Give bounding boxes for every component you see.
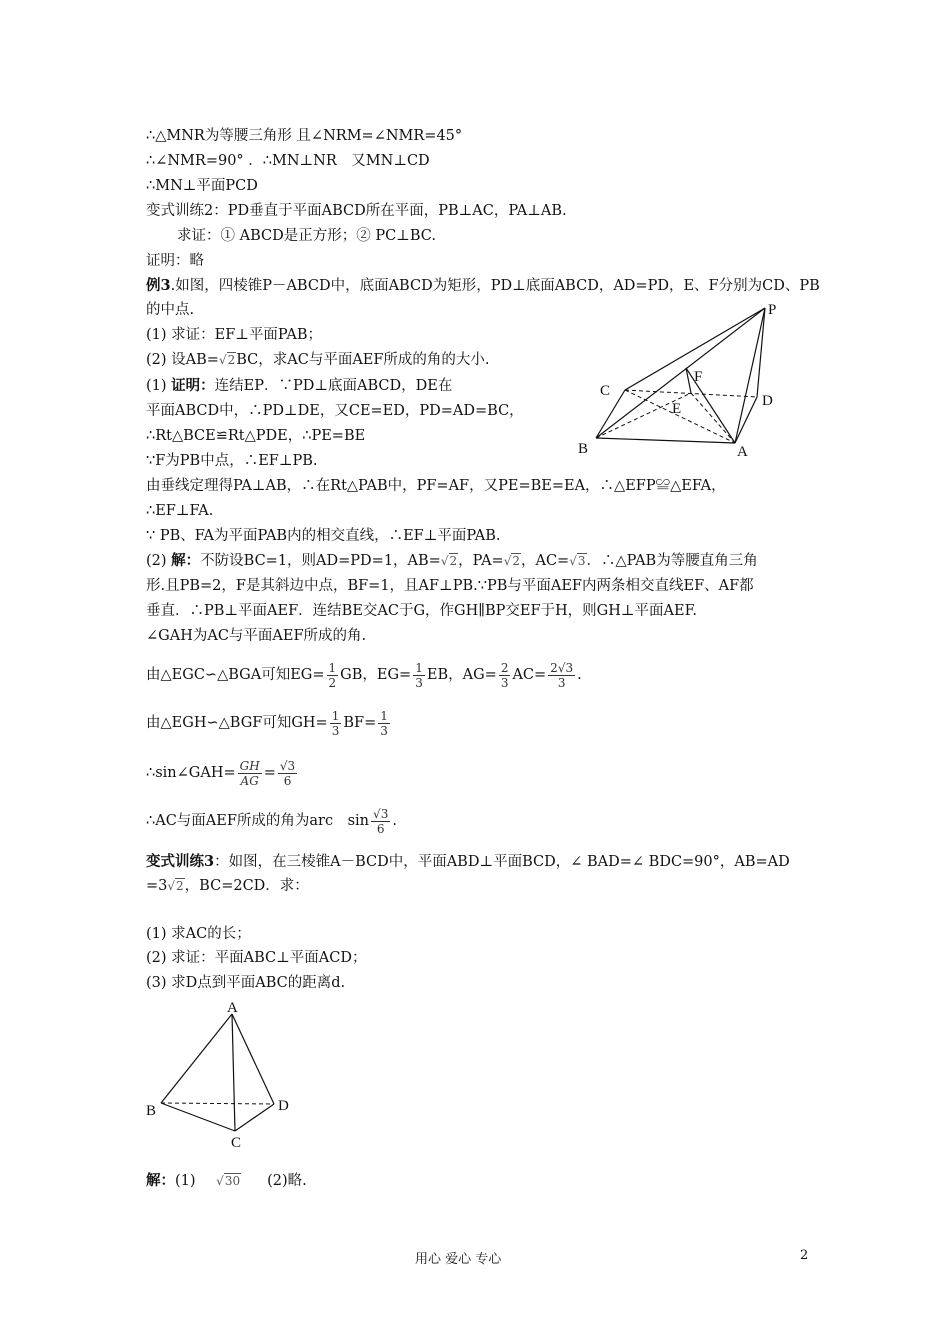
bold-label: 解： bbox=[171, 552, 201, 569]
numerator: 2√3 bbox=[550, 660, 574, 675]
numerator: 2 bbox=[500, 660, 509, 675]
vertex-label: D bbox=[278, 1098, 289, 1114]
text-line: (3) 求D点到平面ABC的距离d. bbox=[146, 975, 346, 991]
text: . bbox=[577, 667, 582, 683]
sqrt: √2 bbox=[503, 554, 520, 568]
fraction bbox=[330, 709, 342, 738]
footer-slogan: 用心 爱心 专心 bbox=[415, 1252, 502, 1267]
vertex-label: P bbox=[768, 302, 777, 318]
radicand: 3 bbox=[577, 554, 586, 568]
text-line: (1) 求AC的长； bbox=[146, 926, 251, 942]
sqrt: √2 bbox=[440, 554, 458, 568]
page-number: 2 bbox=[800, 1248, 809, 1263]
bold-label: 解： bbox=[146, 1172, 175, 1189]
text: (1) bbox=[175, 1173, 196, 1189]
sqrt: √2 bbox=[218, 353, 236, 367]
text-line: ∴△MNR为等腰三角形 且∠NRM=∠NMR=45° bbox=[146, 128, 463, 144]
text: ，PA= bbox=[458, 553, 504, 569]
vertex-label: C bbox=[600, 383, 611, 399]
radicand: 3 bbox=[565, 660, 574, 675]
radicand: 3 bbox=[380, 806, 389, 821]
text-line: 垂直．∴PB⊥平面AEF．连结BE交AC于G，作GH∥BP交EF于H，则GH⊥平面AEF. bbox=[146, 603, 698, 619]
edge-AD bbox=[735, 397, 757, 443]
text: 连结EP．∵PD⊥底面ABCD，DE在 bbox=[214, 378, 453, 394]
text: ，BC=2CD．求： bbox=[184, 878, 309, 894]
text: (2)略. bbox=[267, 1173, 307, 1189]
edge-BD-hidden bbox=[161, 1103, 274, 1104]
edge-AC bbox=[232, 1014, 235, 1131]
text-line bbox=[146, 756, 299, 790]
vertex-label: E bbox=[672, 401, 682, 417]
radicand: 3 bbox=[287, 758, 296, 773]
text-line: 证明：略 bbox=[146, 253, 204, 269]
vertex-label: A bbox=[737, 444, 748, 460]
text-line bbox=[146, 852, 790, 872]
numerator: 1 bbox=[331, 708, 340, 723]
numerator: √3 bbox=[279, 758, 296, 773]
denominator: 6 bbox=[283, 773, 292, 788]
fraction bbox=[327, 661, 339, 690]
fraction bbox=[238, 759, 262, 788]
pyramid-figure bbox=[570, 295, 820, 465]
text-line bbox=[146, 804, 397, 838]
text-line: ∵F为PB中点，∴EF⊥PB. bbox=[146, 453, 318, 469]
text: EB，AG= bbox=[426, 667, 497, 683]
vertex-label: B bbox=[578, 441, 589, 457]
denominator: AG bbox=[240, 773, 259, 788]
denominator: 6 bbox=[376, 821, 385, 836]
text-line: 由垂线定理得PA⊥AB，∴在Rt△PAB中，PF=AF，又PE=BE=EA，∴△EFP≌△EFA， bbox=[146, 478, 726, 494]
edge-PB bbox=[596, 308, 765, 438]
radicand: 30 bbox=[224, 1174, 241, 1188]
denominator: 3 bbox=[415, 675, 423, 690]
edge-BC bbox=[161, 1103, 235, 1131]
text: ，AC= bbox=[520, 553, 570, 569]
edge-AD bbox=[232, 1014, 274, 1104]
text: ．∴△PAB为等腰直角三角 bbox=[586, 553, 758, 569]
text: 由△EGH∽△BGF可知GH= bbox=[146, 715, 328, 731]
text: ：如图，在三棱锥A－BCD中，平面ABD⊥平面BCD，∠ BAD=∠ BDC=90°，AB=AD bbox=[214, 854, 790, 870]
text-line: ∴Rt△BCE≌Rt△PDE，∴PE=BE bbox=[146, 428, 366, 444]
text: . bbox=[392, 813, 397, 829]
fraction bbox=[499, 661, 511, 690]
sqrt: √30 bbox=[216, 1174, 241, 1188]
text: ∴AC与面AEF所成的角为arc sin bbox=[146, 813, 370, 829]
vertex-label: B bbox=[146, 1103, 157, 1119]
bold-label: 证明： bbox=[171, 377, 215, 394]
bold-label: 例3 bbox=[146, 277, 171, 294]
denominator: 3 bbox=[380, 723, 388, 738]
vertex-label: D bbox=[762, 393, 773, 409]
text-line bbox=[146, 876, 309, 896]
segment-EA-hidden bbox=[691, 393, 735, 443]
numerator: GH bbox=[239, 758, 260, 773]
fraction bbox=[548, 661, 575, 690]
edge-AB bbox=[161, 1014, 232, 1103]
text-line: (2) 求证：平面ABC⊥平面ACD； bbox=[146, 950, 367, 966]
fraction bbox=[378, 709, 390, 738]
text-line: ∠GAH为AC与平面AEF所成的角. bbox=[146, 628, 367, 644]
edge-BA bbox=[596, 438, 735, 443]
denominator: 3 bbox=[500, 675, 509, 690]
text: = bbox=[263, 765, 276, 781]
edge-PD bbox=[757, 308, 765, 397]
text-line: 求证：① ABCD是正方形；② PC⊥BC. bbox=[177, 228, 436, 244]
text: =3 bbox=[146, 878, 168, 894]
text-line: (1) 求证：EF⊥平面PAB； bbox=[146, 327, 322, 343]
example-3-heading bbox=[146, 276, 820, 296]
text-line: ∴MN⊥平面PCD bbox=[146, 178, 258, 194]
numerator: 1 bbox=[380, 708, 388, 723]
text: (2) bbox=[146, 553, 172, 569]
coefficient: 2 bbox=[550, 660, 558, 675]
text: BC，求AC与平面AEF所成的角的大小. bbox=[236, 352, 490, 368]
text-line: 形.且PB=2，F是其斜边中点，BF=1，且AF⊥PB.∵PB与平面AEF内两条相交直线EF、AF都 bbox=[146, 578, 754, 594]
text: GB，EG= bbox=[340, 667, 412, 683]
text-line bbox=[146, 1171, 307, 1191]
fraction bbox=[413, 661, 425, 690]
radicand: 2 bbox=[512, 554, 520, 568]
text: (2) 设AB= bbox=[146, 352, 219, 368]
text-line: ∵ PB、FA为平面PAB内的相交直线，∴EF⊥平面PAB. bbox=[146, 528, 501, 544]
text-line bbox=[146, 660, 582, 690]
text: ∴sin∠GAH= bbox=[146, 765, 236, 781]
denominator: 2 bbox=[328, 675, 337, 690]
radicand: 2 bbox=[449, 554, 458, 568]
radicand: 2 bbox=[227, 353, 236, 367]
sqrt: √3 bbox=[569, 554, 586, 568]
denominator: 3 bbox=[331, 723, 340, 738]
text: 由△EGC∽△BGA可知EG= bbox=[146, 667, 325, 683]
bold-label: 变式训练3 bbox=[146, 853, 215, 870]
text-line: ∴∠NMR=90° ．∴MN⊥NR 又MN⊥CD bbox=[146, 153, 430, 169]
text-line bbox=[146, 551, 758, 571]
text: AC= bbox=[512, 667, 547, 683]
numerator: 1 bbox=[328, 660, 337, 675]
tetrahedron-figure bbox=[140, 992, 310, 1154]
sqrt: √2 bbox=[167, 879, 184, 893]
text-line: 平面ABCD中，∴PD⊥DE，又CE=ED，PD=AD=BC， bbox=[146, 403, 524, 419]
text-line: 变式训练2：PD垂直于平面ABCD所在平面，PB⊥AC，PA⊥AB. bbox=[146, 203, 567, 219]
text: .如图，四棱锥P－ABCD中，底面ABCD为矩形，PD⊥底面ABCD，AD=PD，E、F分别为CD、PB bbox=[170, 278, 820, 294]
vertex-label: C bbox=[231, 1135, 242, 1151]
vertex-label: A bbox=[227, 1000, 238, 1016]
text: (1) bbox=[146, 378, 172, 394]
fraction bbox=[371, 807, 390, 836]
text-line bbox=[146, 376, 452, 396]
text-line: ∴EF⊥FA. bbox=[146, 503, 214, 519]
numerator: 1 bbox=[415, 660, 423, 675]
fraction bbox=[278, 759, 297, 788]
text: 不防设BC=1，则AD=PD=1，AB= bbox=[200, 553, 441, 569]
edge-CD bbox=[235, 1104, 274, 1131]
text-line: 的中点. bbox=[146, 302, 195, 318]
numerator: √3 bbox=[373, 806, 389, 821]
denominator: 3 bbox=[557, 675, 566, 690]
vertex-label: F bbox=[694, 369, 703, 385]
text-line bbox=[146, 708, 392, 738]
radicand: 2 bbox=[176, 879, 184, 893]
text: BF= bbox=[343, 715, 377, 731]
text-line bbox=[146, 350, 490, 370]
